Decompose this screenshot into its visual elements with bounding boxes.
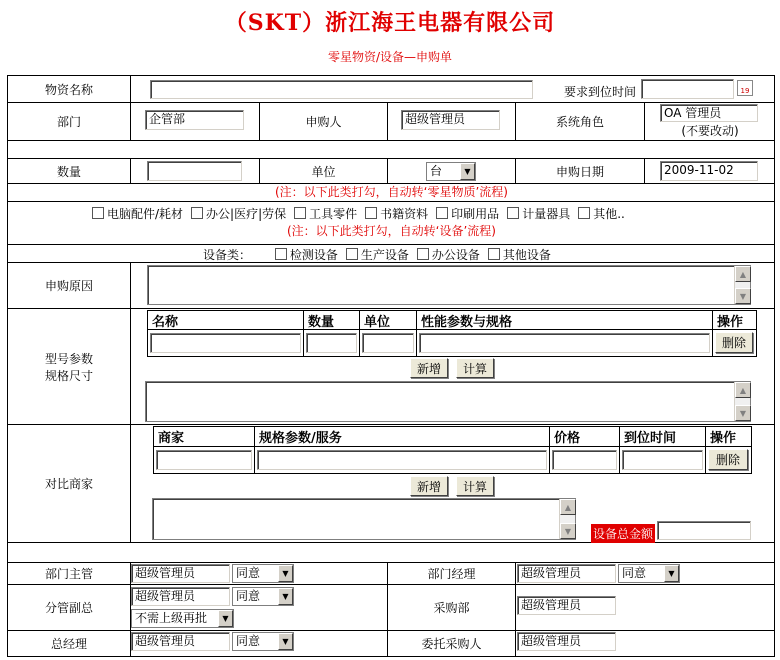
spec-header-name: 名称 [152,314,179,330]
chevron-down-icon[interactable]: ▼ [460,163,475,180]
grid-line [387,102,388,140]
spec-scrollbar[interactable] [734,382,750,421]
dept-head-name-input[interactable]: 超级管理员 [131,564,230,583]
dept-manager-opinion-value: 同意 [622,566,647,580]
gm-label: 总经理 [50,637,87,651]
spec-header-action: 操作 [717,314,744,330]
scroll-down-icon[interactable]: ▼ [735,405,751,421]
vendor-header-action: 操作 [710,431,737,446]
vp-option-value: 不需上级再批 [135,611,208,625]
material-category-checkbox[interactable] [294,207,306,219]
total-amount-label: 设备总金额 [591,524,655,543]
equipment-category-group [203,246,773,262]
note-equipment: (注：以下此类打勾，自动转‘设备’流程) [287,224,496,238]
apply-date-input[interactable]: 2009-11-02 [660,161,758,181]
equipment-category-checkbox-label: 办公设备 [431,248,480,262]
equipment-category-label: 设备类： [203,248,252,262]
system-role-label: 系统角色 [555,115,604,129]
scroll-down-icon[interactable]: ▼ [560,523,576,539]
vendor-calc-button[interactable]: 计算 [456,476,494,496]
equipment-category-checkbox-item[interactable] [417,248,480,262]
applicant-label: 申购人 [305,115,342,129]
material-category-checkbox-label: 其他.. [593,207,625,221]
grid-line [130,262,131,542]
scroll-down-icon[interactable]: ▼ [735,288,751,304]
grid-line [387,158,388,183]
spec-unit-input[interactable] [362,333,414,353]
vendor-delete-button[interactable]: 删除 [708,449,748,470]
material-category-checkbox-label: 印刷用品 [451,207,500,221]
equipment-category-checkbox-label: 其他设备 [502,248,551,262]
quantity-input[interactable] [147,161,242,181]
equipment-category-checkbox[interactable] [346,248,358,260]
page-subtitle: 零星物资/设备—申购单 [327,50,453,64]
arrival-time-label: 要求到位时间 [563,84,636,99]
material-category-checkbox-item[interactable] [92,207,183,221]
vendor-name-input[interactable] [156,450,252,470]
system-role-note: (不要改动) [681,123,739,138]
spec-header-quantity: 数量 [308,314,335,330]
spec-name-input[interactable] [150,333,301,353]
vendor-add-button[interactable]: 新增 [410,476,448,496]
grid-line [644,158,645,183]
gm-opinion-select[interactable] [232,632,294,651]
equipment-category-checkbox[interactable] [417,248,429,260]
agent-label: 委托采购人 [421,637,482,651]
spec-header-unit: 单位 [364,314,391,330]
material-category-checkbox[interactable] [578,207,590,219]
material-name-label: 物资名称 [44,82,93,97]
reason-label: 申购原因 [44,279,93,293]
grid-line [7,244,775,245]
dept-manager-opinion-select[interactable] [618,564,680,583]
grid-line [7,201,775,202]
vendor-header-arrival: 到位时间 [624,431,677,446]
scroll-up-icon[interactable]: ▲ [560,499,576,515]
applicant-input[interactable]: 超级管理员 [401,110,500,130]
vendor-header-spec: 规格参数/服务 [259,431,342,446]
spec-delete-button[interactable]: 删除 [715,332,753,353]
material-name-input[interactable] [150,80,533,99]
dept-head-opinion-select[interactable] [232,564,294,583]
spec-quantity-input[interactable] [306,333,357,353]
vp-label: 分管副总 [44,601,93,615]
equipment-category-checkbox[interactable] [275,248,287,260]
vendor-price-input[interactable] [552,450,617,470]
material-category-checkbox[interactable] [507,207,519,219]
vendor-spec-input[interactable] [257,450,547,470]
spec-textarea[interactable] [145,381,751,422]
chevron-down-icon[interactable]: ▼ [278,565,293,582]
vp-option-select[interactable] [131,609,234,628]
quantity-label: 数量 [56,164,81,179]
material-category-checkbox-item[interactable] [365,207,428,221]
vendor-arrival-input[interactable] [622,450,703,470]
material-category-checkbox-item[interactable] [436,207,499,221]
note-material: (注：以下此类打勾，自动转‘零星物质’流程) [275,185,508,199]
calendar-icon[interactable]: 19 [737,80,753,96]
equipment-category-checkbox-item[interactable] [488,248,551,262]
grid-line [130,158,131,183]
grid-line [130,75,131,140]
arrival-time-input[interactable] [641,79,734,99]
purchasing-name-input[interactable]: 超级管理员 [517,596,616,615]
vendor-scrollbar[interactable] [559,499,575,539]
vendor-label: 对比商家 [44,477,93,491]
equipment-category-checkbox-label: 生产设备 [360,248,409,262]
material-category-checkbox[interactable] [436,207,448,219]
reason-textarea[interactable] [147,265,751,305]
system-role-input[interactable]: OA 管理员 [660,104,758,122]
material-category-checkbox-item[interactable] [507,207,570,221]
spec-label-line2: 规格尺寸 [44,368,93,383]
material-category-checkbox[interactable] [92,207,104,219]
spec-label [8,309,130,424]
equipment-category-checkbox-item[interactable] [275,248,338,262]
spec-add-button[interactable]: 新增 [410,358,448,378]
scroll-up-icon[interactable]: ▲ [735,382,751,398]
grid-line [153,446,752,447]
unit-select-value: 台 [430,164,443,178]
scroll-up-icon[interactable]: ▲ [735,266,751,282]
chevron-down-icon[interactable]: ▼ [278,588,293,605]
unit-label: 单位 [311,164,336,179]
material-category-checkbox-label: 计量器具 [522,207,571,221]
material-category-checkbox[interactable] [191,207,203,219]
agent-name-input[interactable]: 超级管理员 [517,632,616,651]
material-category-checkbox-label: 工具零件 [309,207,358,221]
equipment-category-checkbox-label: 检测设备 [289,248,338,262]
material-category-checkbox-label: 办公|医疗|劳保 [206,207,287,221]
gm-opinion-value: 同意 [236,634,261,648]
reason-scrollbar[interactable] [734,266,750,304]
vendor-header-price: 价格 [554,431,581,446]
spec-header-params: 性能参数与规格 [421,314,513,330]
dept-manager-label: 部门经理 [427,567,476,581]
department-input[interactable]: 企管部 [145,110,244,130]
chevron-down-icon[interactable]: ▼ [218,610,233,627]
vendor-textarea[interactable] [152,498,576,540]
grid-line [7,140,775,141]
chevron-down-icon[interactable]: ▼ [278,633,293,650]
dept-head-opinion-value: 同意 [236,566,261,580]
dept-head-label: 部门主管 [44,567,93,581]
equipment-category-checkbox-item[interactable] [346,248,409,262]
department-label: 部门 [56,115,81,129]
material-category-checkbox-label: 书籍资料 [380,207,429,221]
material-category-group [92,205,772,221]
material-category-checkbox-item[interactable] [191,207,286,221]
equipment-category-checkbox[interactable] [488,248,500,260]
gm-name-input[interactable]: 超级管理员 [131,632,230,651]
purchasing-label: 采购部 [433,601,470,615]
grid-line [7,542,775,543]
unit-select[interactable] [426,162,476,181]
vp-name-input[interactable]: 超级管理员 [131,587,230,606]
spec-params-input[interactable] [419,333,710,353]
material-category-checkbox-item[interactable] [578,207,625,221]
apply-date-label: 申购日期 [555,164,604,179]
spec-calc-button[interactable]: 计算 [456,358,494,378]
dept-manager-name-input[interactable]: 超级管理员 [517,564,616,583]
spec-label-line1: 型号参数 [44,351,93,366]
chevron-down-icon[interactable]: ▼ [664,565,679,582]
material-category-checkbox[interactable] [365,207,377,219]
vendor-header-vendor: 商家 [158,431,185,446]
vp-opinion-select[interactable] [232,587,294,606]
material-category-checkbox-item[interactable] [294,207,357,221]
grid-line [515,562,516,657]
page-title: （SKT）浙江海王电器有限公司 [224,10,556,36]
total-amount-input[interactable] [657,521,751,540]
vp-opinion-value: 同意 [236,589,261,603]
material-category-checkbox-label: 电脑配件/耗材 [107,207,184,221]
